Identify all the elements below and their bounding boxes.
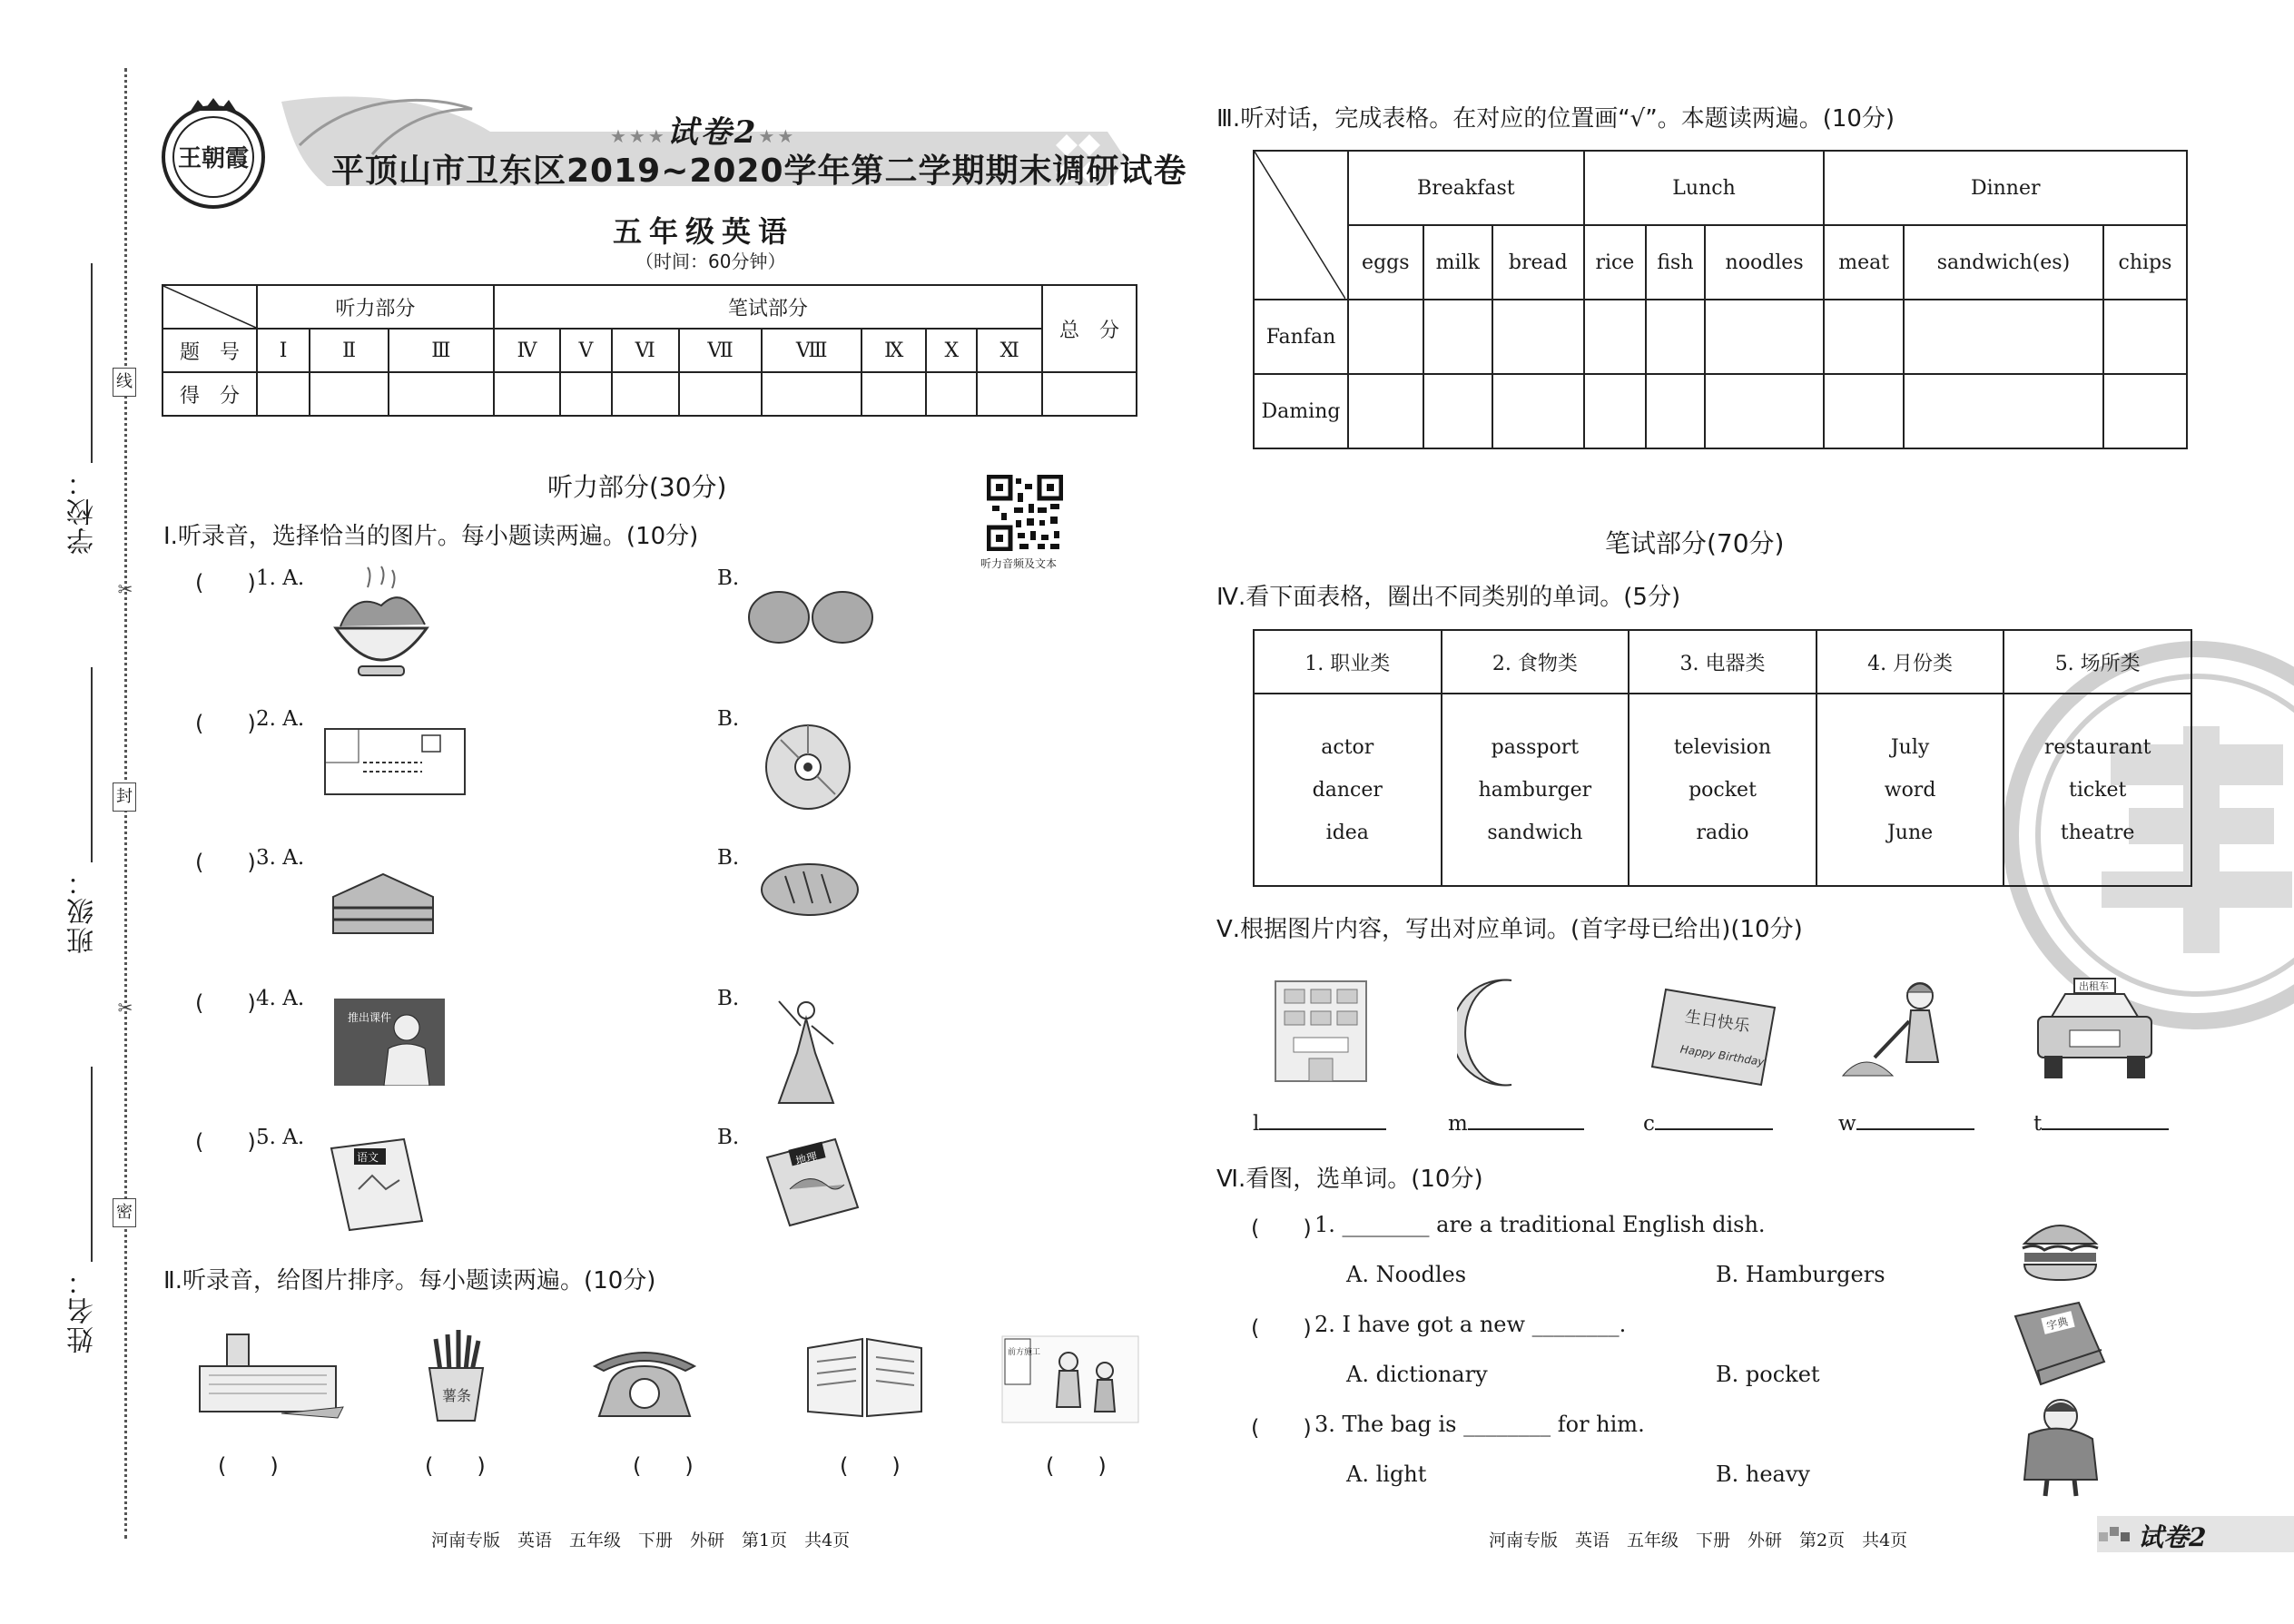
tick-cell[interactable] [1423, 300, 1492, 374]
food-header: milk [1423, 225, 1492, 300]
tick-cell[interactable] [1904, 300, 2103, 374]
tick-cell[interactable] [1584, 300, 1647, 374]
group-breakfast: Breakfast [1348, 151, 1584, 225]
meal-table [1253, 150, 2188, 449]
diag-cell [162, 285, 257, 329]
word-option[interactable]: radio [1696, 821, 1749, 844]
cd-disc-icon [763, 722, 853, 812]
score-cell[interactable] [310, 372, 389, 416]
footer-badge-bar [2097, 1516, 2294, 1552]
subject-title: 五年级英语 [613, 214, 795, 249]
score-cell[interactable] [560, 372, 611, 416]
binding-mark-line: 线 [113, 368, 136, 397]
order-paren[interactable]: ( ) [840, 1453, 901, 1479]
tick-cell[interactable] [1824, 374, 1903, 448]
qr-code-icon [987, 475, 1063, 551]
badge-squares-icon [2097, 1523, 2133, 1545]
part6-title: Ⅵ.看图，选单词。(10分) [1216, 1166, 1483, 1193]
name-label: 姓名： [67, 1266, 99, 1353]
card-en-text: Happy Birthday [1679, 1042, 1766, 1069]
binding-mark-secret: 密 [113, 1198, 136, 1227]
food-header: bread [1492, 225, 1584, 300]
bread-icon [758, 858, 862, 921]
logo-seal-icon [154, 98, 272, 216]
word-option[interactable]: restaurant [2043, 735, 2151, 759]
chinese-book-title: 语文 [357, 1151, 379, 1164]
word-cell [1254, 694, 1442, 886]
category-head: 5. 场所类 [2004, 630, 2191, 694]
numeral: Ⅹ [926, 329, 977, 372]
tick-cell[interactable] [1584, 374, 1647, 448]
word-option[interactable]: July [1890, 735, 1930, 759]
score-cell[interactable] [389, 372, 494, 416]
word-blank-5[interactable] [2033, 1112, 2169, 1136]
numeral: Ⅴ [560, 329, 611, 372]
listening-heading: 听力部分(30分) [547, 472, 727, 502]
food-header: chips [2103, 225, 2187, 300]
word-option[interactable]: actor [1321, 735, 1374, 759]
chinese-book-icon [322, 1135, 431, 1235]
q1-option-b[interactable]: B. Hamburgers [1716, 1262, 1885, 1287]
airport-icon [182, 1330, 345, 1425]
qr-caption: 听力音频及文本 [980, 557, 1058, 570]
numeral: Ⅺ [977, 329, 1042, 372]
word-option[interactable]: ticket [2068, 778, 2127, 802]
dictionary-icon [2006, 1298, 2111, 1389]
tick-cell[interactable] [1348, 374, 1423, 448]
item-3-b: B. [717, 846, 740, 870]
person-daming: Daming [1254, 374, 1348, 448]
word-blank-4[interactable] [1838, 1112, 1974, 1136]
binding-mark-seal: 封 [113, 782, 136, 812]
word-cell [1442, 694, 1629, 886]
meal-diag-cell [1254, 151, 1348, 300]
food-header: fish [1646, 225, 1705, 300]
item-4-label: 4. A. [256, 987, 305, 1010]
scissors-icon: ✂ [117, 578, 133, 600]
total-head: 总 分 [1042, 285, 1137, 372]
part3-title: Ⅲ.听对话，完成表格。在对应的位置画“√”。本题读两遍。(10分) [1216, 105, 1895, 133]
numeral: Ⅷ [762, 329, 861, 372]
food-header: rice [1584, 225, 1647, 300]
footer-badge: 试卷2 [2138, 1522, 2207, 1552]
answer-paren[interactable]: ( ) [1251, 1216, 1312, 1241]
answer-paren[interactable]: ( ) [195, 990, 256, 1016]
item-5-label: 5. A. [256, 1126, 305, 1149]
question-2: 2. I have got a new ________. [1314, 1312, 1627, 1337]
row-num-head: 题 号 [162, 329, 257, 372]
answer-paren[interactable]: ( ) [195, 570, 256, 595]
teacher-icon [334, 999, 445, 1086]
noodle-bowl-icon [318, 565, 445, 683]
tick-cell[interactable] [1646, 374, 1705, 448]
word-option[interactable]: idea [1325, 821, 1369, 844]
food-header: noodles [1705, 225, 1825, 300]
answer-paren[interactable]: ( ) [1251, 1315, 1312, 1341]
item-2-label: 2. A. [256, 707, 305, 731]
fries-icon [422, 1330, 490, 1425]
dictionary-label: 字典 [2044, 1314, 2070, 1333]
group-lunch: Lunch [1584, 151, 1825, 225]
geo-book-title: 地理 [793, 1149, 819, 1168]
q1-option-a[interactable]: A. Noodles [1346, 1262, 1467, 1287]
kids-street-icon [1000, 1334, 1141, 1425]
tick-cell[interactable] [1492, 300, 1584, 374]
initial-letter: t [2033, 1112, 2043, 1136]
card-cn-text: 生日快乐 [1683, 1007, 1751, 1037]
footer-left: 河南专版 英语 五年级 下册 外研 第1页 共4页 [431, 1530, 851, 1550]
word-option[interactable]: pocket [1689, 778, 1757, 802]
tick-cell[interactable] [1824, 300, 1903, 374]
word-option[interactable]: theatre [2060, 821, 2135, 844]
taxi-sign-text: 出租车 [2079, 980, 2109, 992]
boy-heavy-bag-icon [2011, 1389, 2111, 1498]
logo-text: 王朝霞 [177, 145, 250, 172]
q3-option-a[interactable]: A. light [1346, 1462, 1427, 1487]
time-note: （时间：60分钟） [635, 251, 786, 272]
word-blank-3[interactable] [1643, 1112, 1773, 1136]
food-header: sandwich(es) [1904, 225, 2103, 300]
item-4-b: B. [717, 987, 740, 1010]
score-cell[interactable] [926, 372, 977, 416]
street-sign-text: 前方施工 [1008, 1348, 1041, 1357]
numeral: Ⅲ [389, 329, 494, 372]
numeral: Ⅵ [612, 329, 679, 372]
fries-box-label: 薯条 [442, 1387, 472, 1404]
word-option[interactable]: June [1886, 821, 1934, 844]
scissors-icon: ✂ [117, 997, 133, 1019]
school-blank[interactable] [91, 263, 93, 463]
listening-col-head: 听力部分 [257, 285, 494, 329]
name-blank[interactable] [91, 1067, 93, 1262]
q2-option-a[interactable]: A. dictionary [1346, 1362, 1488, 1387]
score-cell[interactable] [977, 372, 1042, 416]
part2-title: Ⅱ.听录音，给图片排序。每小题读两遍。(10分) [163, 1267, 656, 1294]
word-option[interactable]: passport [1491, 735, 1580, 759]
word-blank-2[interactable] [1448, 1112, 1584, 1136]
q2-option-b[interactable]: B. pocket [1716, 1362, 1820, 1387]
numeral: Ⅸ [861, 329, 926, 372]
school-label: 学校： [67, 468, 99, 555]
answer-paren[interactable]: ( ) [195, 1129, 256, 1155]
part1-title: Ⅰ.听录音，选择恰当的图片。每小题读两遍。(10分) [163, 523, 699, 550]
tick-cell[interactable] [1492, 374, 1584, 448]
word-option[interactable]: sandwich [1487, 821, 1583, 844]
library-building-icon [1271, 979, 1371, 1083]
numeral: Ⅳ [494, 329, 561, 372]
category-table [1253, 629, 2192, 887]
answer-paren[interactable]: ( ) [195, 850, 256, 875]
score-cell[interactable] [1042, 372, 1137, 416]
tick-cell[interactable] [1705, 374, 1825, 448]
answer-paren[interactable]: ( ) [1251, 1415, 1312, 1441]
food-header: eggs [1348, 225, 1423, 300]
exam-title: 平顶山市卫东区2019~2020学年第二学期期末调研试卷 [331, 153, 1187, 190]
exam-badge: ★★★试卷2★★ [610, 114, 797, 151]
group-dinner: Dinner [1824, 151, 2187, 225]
part4-title: Ⅳ.看下面表格，圈出不同类别的单词。(5分) [1216, 584, 1681, 611]
question-3: 3. The bag is ________ for him. [1314, 1412, 1645, 1437]
word-cell [1629, 694, 1816, 886]
board-text: 推出课件 [348, 1011, 392, 1024]
order-paren[interactable]: ( ) [218, 1453, 279, 1479]
word-option[interactable]: hamburger [1478, 778, 1592, 802]
writing-heading: 笔试部分(70分) [1605, 528, 1785, 558]
score-table [162, 284, 1137, 417]
taxi-icon [2033, 976, 2156, 1085]
numeral: Ⅶ [679, 329, 763, 372]
item-1-b: B. [717, 566, 740, 590]
item-5-b: B. [717, 1126, 740, 1149]
numeral: Ⅰ [257, 329, 310, 372]
tick-cell[interactable] [2103, 374, 2187, 448]
answer-paren[interactable]: ( ) [195, 711, 256, 736]
tick-cell[interactable] [1646, 300, 1705, 374]
category-head: 3. 电器类 [1629, 630, 1816, 694]
score-cell[interactable] [861, 372, 926, 416]
word-cell [2004, 694, 2191, 886]
initial-letter: c [1643, 1112, 1655, 1136]
word-blank-1[interactable] [1253, 1112, 1386, 1136]
score-cell[interactable] [679, 372, 763, 416]
initial-letter: w [1838, 1112, 1856, 1136]
word-option[interactable]: word [1884, 778, 1936, 802]
hamburger-icon [2017, 1212, 2103, 1284]
score-cell[interactable] [762, 372, 861, 416]
score-cell[interactable] [612, 372, 679, 416]
footer-right: 河南专版 英语 五年级 下册 外研 第2页 共4页 [1489, 1530, 1908, 1550]
numeral: Ⅱ [310, 329, 389, 372]
category-head: 1. 职业类 [1254, 630, 1442, 694]
order-paren[interactable]: ( ) [1046, 1453, 1107, 1479]
moon-icon [1457, 976, 1557, 1089]
envelope-icon [322, 726, 468, 799]
class-label: 班级： [67, 867, 99, 954]
item-3-label: 3. A. [256, 846, 305, 870]
telephone-icon [590, 1343, 699, 1421]
writing-col-head: 笔试部分 [494, 285, 1042, 329]
part5-title: Ⅴ.根据图片内容，写出对应单词。(首字母已给出)(10分) [1216, 916, 1803, 943]
score-cell[interactable] [257, 372, 310, 416]
person-fanfan: Fanfan [1254, 300, 1348, 374]
tick-cell[interactable] [1705, 300, 1825, 374]
tick-cell[interactable] [1423, 374, 1492, 448]
word-option[interactable]: dancer [1312, 778, 1383, 802]
question-1: 1. ________ are a traditional English dish. [1314, 1212, 1766, 1237]
category-head: 2. 食物类 [1442, 630, 1629, 694]
eggs-icon [744, 586, 881, 649]
word-option[interactable]: television [1673, 735, 1772, 759]
category-head: 4. 月份类 [1816, 630, 2004, 694]
initial-letter: m [1448, 1112, 1468, 1136]
open-book-icon [803, 1330, 926, 1421]
order-paren[interactable]: ( ) [633, 1453, 694, 1479]
order-paren[interactable]: ( ) [425, 1453, 486, 1479]
score-cell[interactable] [494, 372, 561, 416]
geography-book-icon [758, 1135, 862, 1230]
item-2-b: B. [717, 707, 740, 731]
initial-letter: l [1253, 1112, 1260, 1136]
item-1-label: 1. A. [256, 566, 305, 590]
dancer-icon [770, 994, 842, 1107]
word-cell [1816, 694, 2004, 886]
tick-cell[interactable] [2103, 300, 2187, 374]
tick-cell[interactable] [1904, 374, 2103, 448]
sandwich-icon [329, 870, 438, 942]
q3-option-b[interactable]: B. heavy [1716, 1462, 1810, 1487]
food-header: meat [1824, 225, 1903, 300]
class-blank[interactable] [91, 667, 93, 862]
tick-cell[interactable] [1348, 300, 1423, 374]
birthday-card-icon [1648, 980, 1784, 1089]
worker-shoveling-icon [1838, 976, 1965, 1089]
row-score-head: 得 分 [162, 372, 257, 416]
